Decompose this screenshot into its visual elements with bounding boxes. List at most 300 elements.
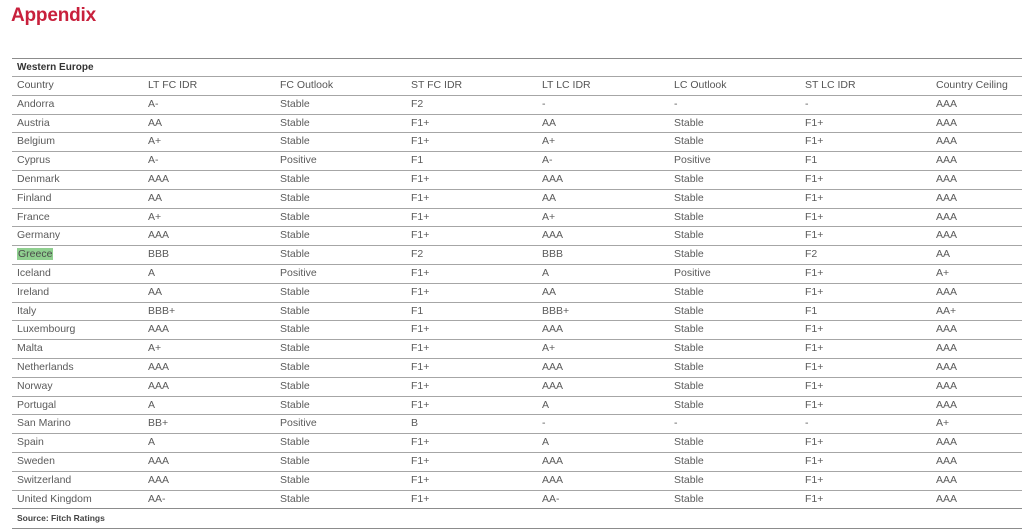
cell-text: F1+ — [805, 473, 824, 486]
cell-text: F1+ — [805, 210, 824, 223]
cell-text: A+ — [542, 210, 556, 223]
st-lc-idr-cell — [805, 303, 936, 321]
cell-text: BBB+ — [148, 304, 176, 317]
st-lc-idr-cell — [805, 397, 936, 415]
country-cell — [12, 227, 148, 245]
cell-text: Austria — [17, 116, 50, 129]
country-cell — [12, 152, 148, 170]
st-fc-idr-cell — [411, 303, 542, 321]
cell-text: A- — [148, 97, 159, 110]
cell-text: BBB — [542, 248, 564, 261]
country-ceiling-cell — [936, 152, 1022, 170]
cell-text: F2 — [411, 248, 424, 261]
fc-outlook-cell — [280, 303, 411, 321]
cell-text: A — [148, 398, 156, 411]
st-lc-idr-cell — [805, 190, 936, 208]
cell-text: AA- — [148, 492, 166, 505]
lt-fc-idr-cell — [148, 472, 280, 490]
cell-text: AAA — [936, 342, 958, 355]
lc-outlook-cell — [674, 246, 805, 264]
fc-outlook-cell — [280, 284, 411, 302]
lt-lc-idr-cell — [542, 453, 674, 471]
cell-text: - — [674, 97, 678, 110]
country-ceiling-cell — [936, 340, 1022, 358]
fc-outlook-cell — [280, 227, 411, 245]
cell-text: AAA — [936, 172, 958, 185]
cell-text: Stable — [280, 436, 310, 449]
table-row — [12, 95, 1022, 114]
lc-outlook-cell — [674, 340, 805, 358]
lt-fc-idr-cell — [148, 284, 280, 302]
cell-text: F1+ — [411, 473, 430, 486]
cell-text: AAA — [148, 360, 170, 373]
cell-text: AAA — [148, 172, 170, 185]
country-ceiling-cell — [936, 397, 1022, 415]
cell-text: - — [542, 97, 546, 110]
cell-text: Stable — [674, 116, 704, 129]
cell-text: AAA — [936, 191, 958, 204]
lt-fc-idr-cell — [148, 397, 280, 415]
lt-fc-idr-cell — [148, 378, 280, 396]
highlighted-country-text: Greece — [18, 248, 53, 261]
cell-text: F1+ — [411, 266, 430, 279]
lt-fc-idr-cell — [148, 434, 280, 452]
lt-fc-idr-cell — [148, 453, 280, 471]
fc-outlook-cell — [280, 209, 411, 227]
lc-outlook-cell — [674, 397, 805, 415]
country-cell — [12, 321, 148, 339]
column-header-country-ceiling: Country Ceiling — [936, 79, 1008, 91]
country-ceiling-cell — [936, 415, 1022, 433]
fc-outlook-cell — [280, 472, 411, 490]
cell-text: F1+ — [805, 436, 824, 449]
lc-outlook-cell — [674, 152, 805, 170]
st-fc-idr-cell — [411, 115, 542, 133]
fc-outlook-cell — [280, 397, 411, 415]
fc-outlook-cell — [280, 96, 411, 114]
st-lc-idr-cell — [805, 434, 936, 452]
cell-text: AAA — [542, 379, 564, 392]
fc-outlook-cell — [280, 415, 411, 433]
lc-outlook-cell — [674, 472, 805, 490]
cell-text: Stable — [280, 135, 310, 148]
cell-text: F1+ — [411, 285, 430, 298]
country-ceiling-cell — [936, 265, 1022, 283]
cell-text: F1+ — [805, 492, 824, 505]
cell-text: Stable — [280, 210, 310, 223]
cell-text: Stable — [674, 473, 704, 486]
cell-text: F1+ — [805, 323, 824, 336]
cell-text: F1+ — [805, 116, 824, 129]
cell-text: AA+ — [936, 304, 957, 317]
cell-text: F1 — [411, 304, 424, 317]
cell-text: Finland — [17, 191, 52, 204]
country-cell — [12, 359, 148, 377]
lc-outlook-cell — [674, 227, 805, 245]
cell-text: AA- — [542, 492, 560, 505]
country-ceiling-cell — [936, 303, 1022, 321]
cell-text: F1+ — [411, 398, 430, 411]
country-ceiling-cell — [936, 284, 1022, 302]
lc-outlook-cell — [674, 491, 805, 509]
country-cell — [12, 397, 148, 415]
cell-text: A- — [148, 154, 159, 167]
cell-text: Positive — [280, 417, 317, 430]
cell-text: - — [674, 417, 678, 430]
cell-text: Stable — [280, 285, 310, 298]
cell-text: Portugal — [17, 398, 57, 411]
cell-text: Cyprus — [17, 154, 51, 167]
cell-text: Sweden — [17, 454, 55, 467]
table-row — [12, 189, 1022, 208]
cell-text: BB+ — [148, 417, 169, 430]
country-cell — [12, 209, 148, 227]
lt-lc-idr-cell — [542, 321, 674, 339]
cell-text: Positive — [280, 154, 317, 167]
lt-fc-idr-cell — [148, 303, 280, 321]
cell-text: F1 — [411, 154, 424, 167]
cell-text: Stable — [280, 248, 310, 261]
table-row — [12, 114, 1022, 133]
cell-text: F1+ — [805, 342, 824, 355]
country-cell — [12, 115, 148, 133]
cell-text: Stable — [674, 454, 704, 467]
column-header-st-fc-idr: ST FC IDR — [411, 79, 463, 91]
st-lc-idr-cell — [805, 227, 936, 245]
cell-text: Stable — [280, 454, 310, 467]
cell-text: Stable — [674, 436, 704, 449]
cell-text: Stable — [280, 473, 310, 486]
country-ceiling-cell — [936, 190, 1022, 208]
st-fc-idr-cell — [411, 171, 542, 189]
st-fc-idr-cell — [411, 265, 542, 283]
lt-lc-idr-cell — [542, 152, 674, 170]
country-cell — [12, 434, 148, 452]
cell-text: A — [148, 436, 156, 449]
country-cell — [12, 246, 148, 264]
cell-text: BBB — [148, 248, 170, 261]
st-fc-idr-cell — [411, 152, 542, 170]
lt-lc-idr-cell — [542, 284, 674, 302]
cell-text: AAA — [936, 360, 958, 373]
country-ceiling-cell — [936, 359, 1022, 377]
lt-lc-idr-cell — [542, 96, 674, 114]
country-cell — [12, 96, 148, 114]
st-lc-idr-cell — [805, 115, 936, 133]
lt-fc-idr-cell — [148, 190, 280, 208]
cell-text: Stable — [674, 342, 704, 355]
fc-outlook-cell — [280, 246, 411, 264]
st-lc-idr-cell — [805, 340, 936, 358]
table-row — [12, 471, 1022, 490]
lt-fc-idr-cell — [148, 491, 280, 509]
lt-lc-idr-cell — [542, 340, 674, 358]
st-fc-idr-cell — [411, 209, 542, 227]
table-row — [12, 414, 1022, 433]
st-fc-idr-cell — [411, 321, 542, 339]
lc-outlook-cell — [674, 415, 805, 433]
lc-outlook-cell — [674, 378, 805, 396]
country-cell — [12, 284, 148, 302]
cell-text: - — [805, 417, 809, 430]
cell-text: AA — [148, 191, 163, 204]
lt-lc-idr-cell — [542, 209, 674, 227]
st-lc-idr-cell — [805, 491, 936, 509]
table-row — [12, 396, 1022, 415]
lc-outlook-cell — [674, 321, 805, 339]
source-note: Source: Fitch Ratings — [12, 508, 1022, 528]
cell-text: Stable — [280, 323, 310, 336]
st-lc-idr-cell — [805, 209, 936, 227]
country-ceiling-cell — [936, 133, 1022, 151]
lt-lc-idr-cell — [542, 359, 674, 377]
st-fc-idr-cell — [411, 453, 542, 471]
cell-text: Stable — [280, 229, 310, 242]
lc-outlook-cell — [674, 284, 805, 302]
cell-text: Stable — [674, 360, 704, 373]
lt-fc-idr-cell — [148, 171, 280, 189]
cell-text: Andorra — [17, 97, 55, 110]
cell-text: AAA — [936, 97, 958, 110]
cell-text: Norway — [17, 379, 53, 392]
st-lc-idr-cell — [805, 171, 936, 189]
cell-text: Belgium — [17, 135, 55, 148]
country-cell — [12, 340, 148, 358]
country-cell — [12, 133, 148, 151]
cell-text: AAA — [936, 398, 958, 411]
cell-text: AA — [936, 248, 951, 261]
cell-text: AAA — [542, 172, 564, 185]
cell-text: AAA — [936, 154, 958, 167]
table-row — [12, 320, 1022, 339]
cell-text: Stable — [280, 97, 310, 110]
fc-outlook-cell — [280, 359, 411, 377]
lt-fc-idr-cell — [148, 321, 280, 339]
cell-text: A — [542, 266, 550, 279]
cell-text: F1+ — [805, 229, 824, 242]
country-ceiling-cell — [936, 491, 1022, 509]
cell-text: A — [542, 436, 550, 449]
table-row — [12, 283, 1022, 302]
lt-fc-idr-cell — [148, 227, 280, 245]
lt-lc-idr-cell — [542, 434, 674, 452]
lt-fc-idr-cell — [148, 265, 280, 283]
table-body — [12, 95, 1022, 509]
cell-text: Positive — [280, 266, 317, 279]
cell-text: A+ — [148, 135, 162, 148]
cell-text: Stable — [280, 172, 310, 185]
cell-text: AAA — [936, 473, 958, 486]
lt-lc-idr-cell — [542, 397, 674, 415]
table-row — [12, 208, 1022, 227]
country-cell — [12, 265, 148, 283]
country-ceiling-cell — [936, 472, 1022, 490]
table-row — [12, 377, 1022, 396]
st-lc-idr-cell — [805, 453, 936, 471]
fc-outlook-cell — [280, 453, 411, 471]
cell-text: F1 — [805, 154, 818, 167]
country-ceiling-cell — [936, 227, 1022, 245]
lt-lc-idr-cell — [542, 227, 674, 245]
cell-text: Switzerland — [17, 473, 72, 486]
cell-text: F1+ — [411, 323, 430, 336]
column-header-fc-outlook: FC Outlook — [280, 79, 334, 91]
country-cell — [12, 303, 148, 321]
lt-lc-idr-cell — [542, 491, 674, 509]
cell-text: Iceland — [17, 266, 51, 279]
fc-outlook-cell — [280, 115, 411, 133]
st-lc-idr-cell — [805, 96, 936, 114]
cell-text: AAA — [936, 379, 958, 392]
fc-outlook-cell — [280, 491, 411, 509]
cell-text: F1+ — [411, 342, 430, 355]
cell-text: AAA — [936, 135, 958, 148]
cell-text: Luxembourg — [17, 323, 76, 336]
lt-fc-idr-cell — [148, 415, 280, 433]
column-header-lc-outlook: LC Outlook — [674, 79, 727, 91]
cell-text: F1+ — [411, 191, 430, 204]
table-row — [12, 358, 1022, 377]
cell-text: Positive — [674, 266, 711, 279]
cell-text: AAA — [148, 229, 170, 242]
lc-outlook-cell — [674, 359, 805, 377]
cell-text: AAA — [148, 454, 170, 467]
cell-text: F1+ — [411, 454, 430, 467]
cell-text: A+ — [542, 342, 556, 355]
lt-fc-idr-cell — [148, 246, 280, 264]
country-ceiling-cell — [936, 453, 1022, 471]
fc-outlook-cell — [280, 190, 411, 208]
fc-outlook-cell — [280, 265, 411, 283]
column-header-lt-fc-idr: LT FC IDR — [148, 79, 198, 91]
st-lc-idr-cell — [805, 472, 936, 490]
st-fc-idr-cell — [411, 284, 542, 302]
page-title: Appendix — [11, 5, 96, 26]
table-row — [12, 302, 1022, 321]
fc-outlook-cell — [280, 171, 411, 189]
cell-text: A+ — [936, 417, 950, 430]
cell-text: Spain — [17, 436, 44, 449]
st-fc-idr-cell — [411, 359, 542, 377]
lt-fc-idr-cell — [148, 115, 280, 133]
lt-fc-idr-cell — [148, 152, 280, 170]
cell-text: A- — [542, 154, 553, 167]
st-fc-idr-cell — [411, 397, 542, 415]
st-lc-idr-cell — [805, 265, 936, 283]
column-header-country: Country — [17, 79, 54, 91]
country-cell — [12, 415, 148, 433]
country-ceiling-cell — [936, 378, 1022, 396]
cell-text: AAA — [542, 360, 564, 373]
cell-text: Stable — [280, 379, 310, 392]
st-fc-idr-cell — [411, 227, 542, 245]
lt-lc-idr-cell — [542, 246, 674, 264]
cell-text: F1+ — [805, 360, 824, 373]
fc-outlook-cell — [280, 340, 411, 358]
cell-text: AAA — [936, 210, 958, 223]
country-cell — [12, 472, 148, 490]
cell-text: F1+ — [411, 172, 430, 185]
cell-text: AA — [542, 191, 557, 204]
fc-outlook-cell — [280, 434, 411, 452]
cell-text: - — [542, 417, 546, 430]
st-fc-idr-cell — [411, 96, 542, 114]
cell-text: F1+ — [805, 172, 824, 185]
lc-outlook-cell — [674, 209, 805, 227]
cell-text: F1+ — [411, 210, 430, 223]
st-lc-idr-cell — [805, 359, 936, 377]
lc-outlook-cell — [674, 265, 805, 283]
table-row — [12, 264, 1022, 283]
cell-text: AA — [148, 116, 163, 129]
cell-text: Stable — [280, 398, 310, 411]
lc-outlook-cell — [674, 190, 805, 208]
cell-text: AAA — [542, 473, 564, 486]
cell-text: AAA — [148, 473, 170, 486]
cell-text: Stable — [280, 116, 310, 129]
cell-text: AAA — [542, 229, 564, 242]
cell-text: AAA — [936, 436, 958, 449]
fc-outlook-cell — [280, 378, 411, 396]
cell-text: AAA — [936, 492, 958, 505]
country-cell — [12, 171, 148, 189]
cell-text: F1 — [805, 304, 818, 317]
lt-fc-idr-cell — [148, 340, 280, 358]
lt-lc-idr-cell — [542, 378, 674, 396]
st-fc-idr-cell — [411, 434, 542, 452]
lt-fc-idr-cell — [148, 133, 280, 151]
st-lc-idr-cell — [805, 246, 936, 264]
cell-text: AAA — [148, 323, 170, 336]
cell-text: A+ — [148, 210, 162, 223]
lt-lc-idr-cell — [542, 190, 674, 208]
cell-text: Stable — [674, 135, 704, 148]
cell-text: AA — [148, 285, 163, 298]
cell-text: F1+ — [805, 285, 824, 298]
column-header-st-lc-idr: ST LC IDR — [805, 79, 856, 91]
cell-text: Positive — [674, 154, 711, 167]
cell-text: Stable — [674, 248, 704, 261]
st-lc-idr-cell — [805, 321, 936, 339]
cell-text: Stable — [674, 210, 704, 223]
lc-outlook-cell — [674, 453, 805, 471]
lt-fc-idr-cell — [148, 359, 280, 377]
cell-text: F1+ — [411, 492, 430, 505]
cell-text: Stable — [280, 342, 310, 355]
cell-text: F1+ — [805, 191, 824, 204]
cell-text: France — [17, 210, 50, 223]
cell-text: AAA — [936, 454, 958, 467]
cell-text: AAA — [936, 323, 958, 336]
st-fc-idr-cell — [411, 491, 542, 509]
st-fc-idr-cell — [411, 340, 542, 358]
cell-text: Stable — [674, 379, 704, 392]
country-cell — [12, 378, 148, 396]
table-row — [12, 170, 1022, 189]
cell-text: Stable — [674, 304, 704, 317]
table-row — [12, 339, 1022, 358]
cell-text: Stable — [674, 172, 704, 185]
cell-text: San Marino — [17, 417, 71, 430]
st-lc-idr-cell — [805, 152, 936, 170]
cell-text: - — [805, 97, 809, 110]
cell-text: Denmark — [17, 172, 60, 185]
cell-text: A — [148, 266, 156, 279]
cell-text: F1+ — [805, 266, 824, 279]
lc-outlook-cell — [674, 434, 805, 452]
st-lc-idr-cell — [805, 378, 936, 396]
st-fc-idr-cell — [411, 246, 542, 264]
